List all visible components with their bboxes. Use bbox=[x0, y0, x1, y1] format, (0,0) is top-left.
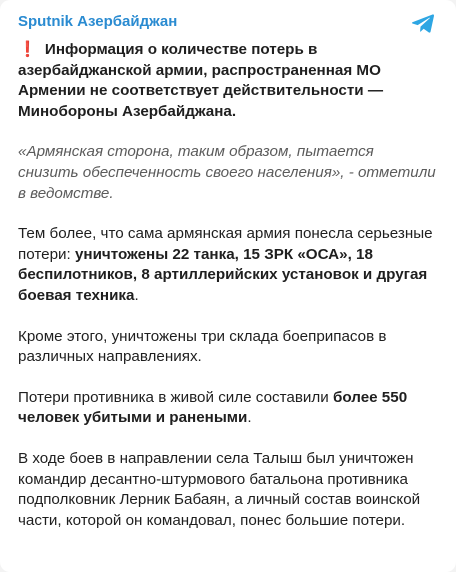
post-quote: «Армянская сторона, таким образом, пытается снизить обеспеченность своего населения», - отметили в ведомстве. bbox=[18, 143, 436, 202]
telegram-icon[interactable] bbox=[410, 10, 436, 36]
personnel-count: более 550 человек убитыми и ранеными bbox=[18, 388, 408, 427]
post-headline bbox=[18, 40, 438, 122]
losses-paragraph bbox=[18, 224, 438, 306]
headline-text: Информация о количестве потерь в азербайджанской армии, распространенная МО Армении не соответствует действительности — Минобороны Азербайджана. bbox=[18, 41, 384, 120]
message-body bbox=[18, 40, 438, 531]
losses-list: уничтожены 22 танка, 15 ЗРК «ОСА», 18 беспилотников, 8 артиллерийских установок и другая боевая техника bbox=[18, 245, 428, 304]
losses-end: . bbox=[134, 286, 139, 304]
exclamation-icon: ❗ bbox=[18, 41, 37, 58]
commander-paragraph: В ходе боев в направлении села Талыш был уничтожен командир десантно-штурмового батальона противника подполковник Лерник Бабаян, а личный состав воинской части, которой он командовал, понес большие потери. bbox=[18, 449, 421, 529]
losses-intro: Тем более, что сама армянская армия понесла серьезные потери: bbox=[18, 225, 433, 263]
personnel-end: . bbox=[247, 409, 252, 427]
personnel-intro: Потери противника в живой силе составили bbox=[18, 388, 333, 406]
personnel-paragraph bbox=[18, 388, 438, 429]
ammo-paragraph: Кроме этого, уничтожены три склада боеприпасов в различных направлениях. bbox=[18, 327, 387, 366]
channel-name[interactable]: Sputnik Азербайджан bbox=[18, 13, 178, 30]
